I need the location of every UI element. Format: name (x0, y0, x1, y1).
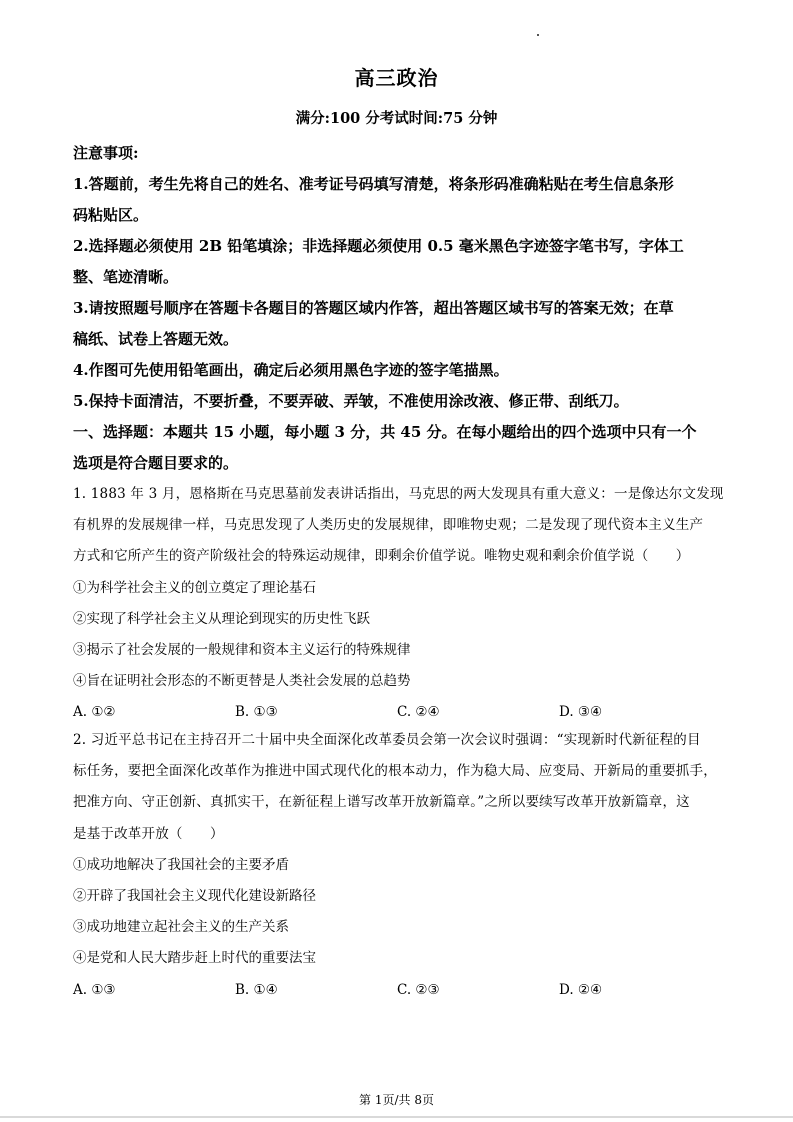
question-1 (73, 479, 733, 728)
question-stem-line: 有机界的发展规律一样，马克思发现了人类历史的发展规律，即唯物史观；二是发现了现代资本主义生产 (73, 517, 704, 534)
instruction-line: 4.作图可先使用铅笔画出，确定后必须用黑色字迹的签字笔描黑。 (73, 361, 509, 379)
statement-item: ④是党和人民大踏步赶上时代的重要法宝 (73, 950, 316, 967)
answer-options (73, 697, 733, 728)
question-stem-line: 把准方向、守正创新、真抓实干，在新征程上谱写改革开放新篇章。”之所以要续写改革开放新篇章，这 (73, 794, 690, 811)
section-heading (73, 417, 733, 479)
section-heading-line: 一、选择题：本题共 15 小题，每小题 3 分，共 45 分。在每小题给出的四个选项中只有一个 (73, 423, 697, 441)
question-stem-line: 方式和它所产生的资产阶级社会的特殊运动规律，即剩余价值学说。唯物史观和剩余价值学说（ ） (73, 548, 690, 565)
exam-info: 满分:100 分考试时间:75 分钟 (295, 110, 498, 127)
instruction-line: 3.请按照题号顺序在答题卡各题目的答题区域内作答，超出答题区域书写的答案无效；在草 (73, 299, 674, 317)
instructions-heading: 注意事项: (73, 144, 139, 162)
statement-item: ②开辟了我国社会主义现代化建设新路径 (73, 888, 316, 905)
instruction-line: 2.选择题必须使用 2B 铅笔填涂；非选择题必须使用 0.5 毫米黑色字迹签字笔书写，字体工 (73, 237, 684, 255)
page-number: 第 1页/共 8页 (359, 1093, 434, 1107)
option-b: B. ①④ (235, 981, 278, 998)
option-a: A. ①③ (73, 981, 116, 998)
section-heading-line: 选项是符合题目要求的。 (73, 454, 239, 472)
question-stem-line: 1. 1883 年 3 月，恩格斯在马克思墓前发表讲话指出，马克思的两大发现具有重大意义：一是像达尔文发现 (73, 486, 724, 502)
statement-item: ①为科学社会主义的创立奠定了理论基石 (73, 579, 316, 596)
instruction-line: 整、笔迹清晰。 (73, 268, 179, 286)
page-edge-divider (0, 1116, 793, 1118)
instruction-line: 稿纸、试卷上答题无效。 (73, 330, 239, 348)
option-a: A. ①② (73, 704, 116, 721)
question-stem-line: 标任务，要把全面深化改革作为推进中国式现代化的根本动力，作为稳大局、应变局、开新局的重要抓手， (73, 763, 717, 780)
statement-item: ①成功地解决了我国社会的主要矛盾 (73, 856, 289, 873)
question-2 (73, 725, 733, 1006)
instruction-line: 5.保持卡面清洁，不要折叠，不要弄破、弄皱，不准使用涂改液、修正带、刮纸刀。 (73, 392, 629, 410)
question-stem-line: 2. 习近平总书记在主持召开二十届中央全面深化改革委员会第一次会议时强调：“实现新时代新征程的目 (73, 732, 701, 748)
option-c: C. ②③ (397, 981, 440, 998)
option-c: C. ②④ (397, 704, 440, 721)
page-title: 高三政治 (354, 66, 439, 90)
statement-item: ②实现了科学社会主义从理论到现实的历史性飞跃 (73, 610, 370, 627)
option-d: D. ②④ (559, 981, 603, 998)
answer-options (73, 975, 733, 1006)
statement-item: ③成功地建立起社会主义的生产关系 (73, 919, 289, 936)
instructions-block (73, 138, 733, 479)
option-d: D. ③④ (559, 704, 603, 721)
corner-mark (537, 34, 539, 36)
statement-item: ④旨在证明社会形态的不断更替是人类社会发展的总趋势 (73, 673, 411, 690)
instruction-line: 码粘贴区。 (73, 206, 149, 224)
question-stem-line: 是基于改革开放（ ） (73, 825, 224, 842)
instruction-line: 1.答题前，考生先将自己的姓名、准考证号码填写清楚，将条形码准确粘贴在考生信息条形 (73, 175, 674, 193)
option-b: B. ①③ (235, 704, 278, 721)
statement-item: ③揭示了社会发展的一般规律和资本主义运行的特殊规律 (73, 642, 411, 659)
